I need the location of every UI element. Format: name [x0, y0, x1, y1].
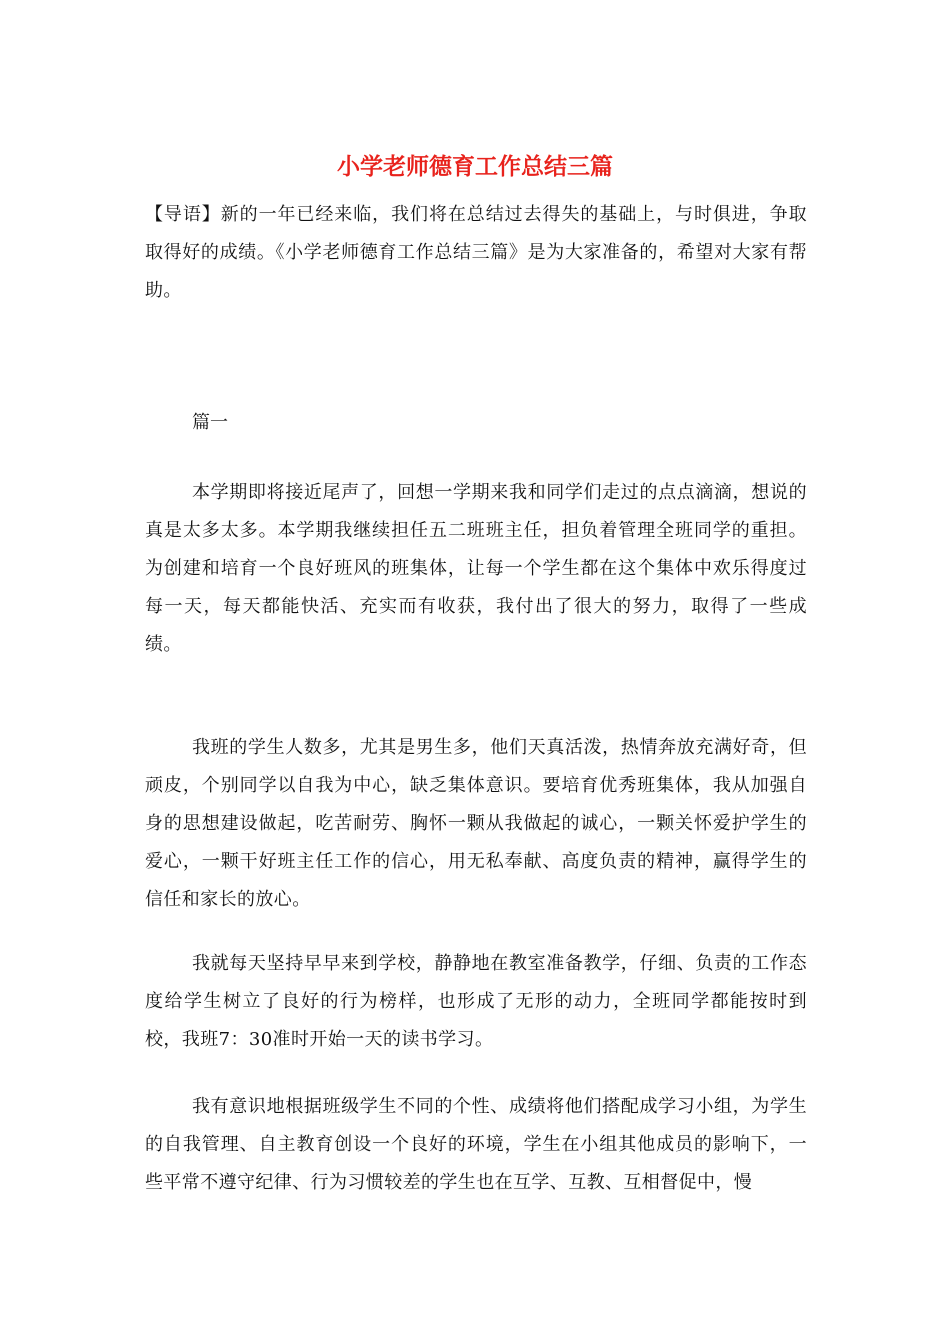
body-paragraph-1: 本学期即将接近尾声了，回想一学期来我和同学们走过的点点滴滴，想说的真是太多太多。本学期我继续担任五二班班主任，担负着管理全班同学的重担。为创建和培育一个良好班风的班集体，让每一个学生都在这个集体中欢乐得度过每一天，每天都能快活、充实而有收获，我付出了很大的努力，取得了一些成绩。 — [145, 482, 807, 655]
body-paragraph-4: 我有意识地根据班级学生不同的个性、成绩将他们搭配成学习小组，为学生的自我管理、自主教育创设一个良好的环境，学生在小组其他成员的影响下，一些平常不遵守纪律、行为习惯较差的学生也在互学、互教、互相督促中，慢 — [145, 1096, 807, 1193]
body-paragraph-2: 我班的学生人数多，尤其是男生多，他们天真活泼，热情奔放充满好奇，但顽皮，个别同学以自我为中心，缺乏集体意识。要培育优秀班集体，我从加强自身的思想建设做起，吃苦耐劳、胸怀一颗从我做起的诚心，一颗关怀爱护学生的爱心，一颗干好班主任工作的信心，用无私奉献、高度负责的精神，赢得学生的信任和家长的放心。 — [145, 737, 807, 910]
body-paragraph-3: 我就每天坚持早早来到学校，静静地在教室准备教学，仔细、负责的工作态度给学生树立了良好的行为榜样，也形成了无形的动力，全班同学都能按时到校，我班7：30准时开始一天的读书学习。 — [145, 953, 807, 1050]
intro-paragraph: 【导语】新的一年已经来临，我们将在总结过去得失的基础上，与时俱进，争取取得好的成绩。《小学老师德育工作总结三篇》是为大家准备的，希望对大家有帮助。 — [145, 204, 807, 301]
document-title: 小学老师德育工作总结三篇 — [337, 153, 613, 180]
section-heading: 篇一 — [192, 412, 228, 433]
